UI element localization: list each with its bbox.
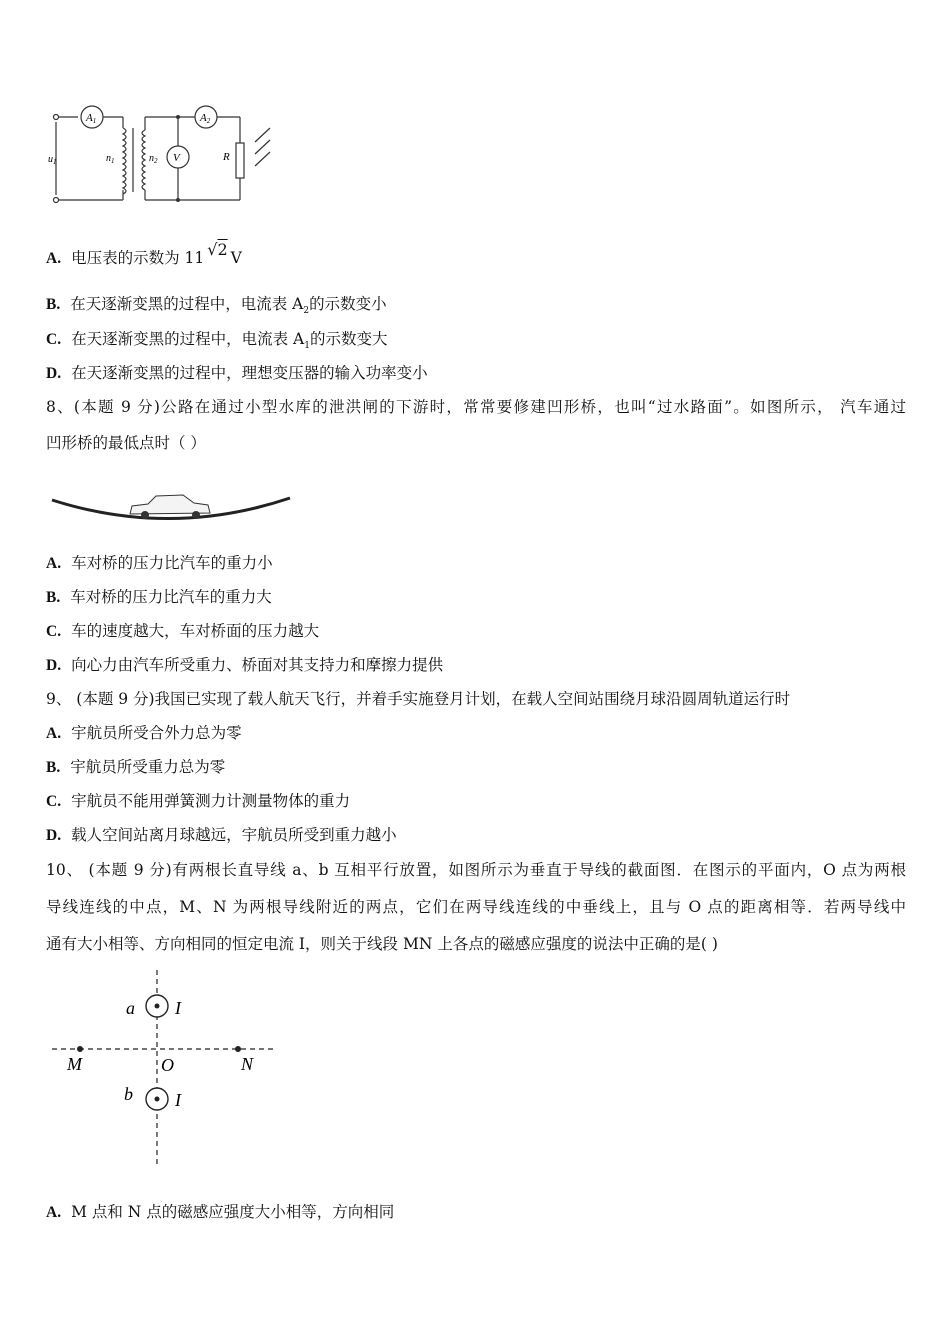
option-text: 车的速度越大，车对桥面的压力越大 bbox=[71, 622, 320, 640]
option-label: D. bbox=[46, 827, 62, 844]
point-n-label: N bbox=[241, 1054, 254, 1074]
ammeter-a2-label: A2 bbox=[200, 112, 211, 125]
option-text: 宇航员不能用弹簧测力计测量物体的重力 bbox=[71, 792, 351, 810]
q10-stem-line2: 导线连线的中点，M、N 为两根导线附近的两点，它们在两导线连线的中垂线上，且与 O 点的距离相等．若两导线中 bbox=[46, 898, 906, 916]
q10-stem-line1: 10、 (本题 9 分)有两根长直导线 a、b 互相平行放置，如图所示为垂直于导线的截面图．在图示的平面内，O 点为两根 bbox=[46, 861, 906, 879]
q9-stem: 9、 (本题 9 分)我国已实现了载人航天飞行，并着手实施登月计划，在载人空间站围绕月球沿圆周轨道运行时 bbox=[46, 690, 791, 708]
option-label: C. bbox=[46, 793, 62, 810]
sqrt-expression: √2 bbox=[207, 240, 228, 259]
option-label: D. bbox=[46, 365, 62, 382]
q7-option-d bbox=[46, 363, 428, 384]
current-b-label: I bbox=[175, 1090, 181, 1110]
q7-option-b bbox=[46, 294, 387, 321]
option-label: D. bbox=[46, 657, 62, 674]
option-label: B. bbox=[46, 589, 61, 606]
n1-label: $n_1$ bbox=[106, 153, 115, 165]
unit: V bbox=[230, 249, 242, 267]
option-label: C. bbox=[46, 331, 62, 348]
wire-a-label: a bbox=[126, 998, 135, 1018]
option-label: C. bbox=[46, 623, 62, 640]
option-label: B. bbox=[46, 759, 61, 776]
q9-option-d bbox=[46, 825, 397, 846]
option-text: 宇航员所受重力总为零 bbox=[70, 758, 226, 776]
option-text: 车对桥的压力比汽车的重力小 bbox=[71, 554, 273, 572]
q10-option-a bbox=[46, 1202, 394, 1223]
wire-b-label: b bbox=[124, 1084, 133, 1104]
u1-label: $u_1$ bbox=[48, 154, 57, 166]
transformer-circuit-figure bbox=[45, 100, 275, 210]
parallel-wires-figure bbox=[40, 960, 290, 1170]
voltmeter-label: V bbox=[173, 152, 180, 164]
concave-bridge-car-figure bbox=[48, 488, 294, 528]
option-text: 电压表的示数为 11 bbox=[71, 249, 205, 267]
q8-option-c bbox=[46, 621, 319, 642]
subscript: 2 bbox=[303, 306, 310, 317]
point-m-label: M bbox=[67, 1054, 82, 1074]
current-a-label: I bbox=[175, 998, 181, 1018]
q7-option-c bbox=[46, 329, 387, 356]
option-label: A. bbox=[46, 1204, 62, 1221]
q9-option-c bbox=[46, 791, 350, 812]
option-text: 在天逐渐变黑的过程中，理想变压器的输入功率变小 bbox=[71, 364, 428, 382]
option-text: 载人空间站离月球越远，宇航员所受到重力越小 bbox=[71, 826, 397, 844]
option-label: A. bbox=[46, 725, 62, 742]
q9-option-b bbox=[46, 757, 225, 778]
q7-option-a bbox=[46, 240, 242, 269]
q10-stem-line3: 通有大小相等、方向相同的恒定电流 I，则关于线段 MN 上各点的磁感应强度的说法中正确的是( ) bbox=[46, 935, 718, 953]
resistor-label: R bbox=[223, 151, 230, 163]
subscript: 1 bbox=[304, 341, 310, 352]
option-text: 的示数变大 bbox=[309, 330, 388, 348]
option-text: 在天逐渐变黑的过程中，电流表 A bbox=[70, 295, 304, 313]
q9-option-a bbox=[46, 723, 242, 744]
option-text: 在天逐渐变黑的过程中，电流表 A bbox=[71, 330, 305, 348]
option-label: A. bbox=[46, 555, 62, 572]
ammeter-a1-label: A1 bbox=[86, 112, 97, 125]
q8-option-d bbox=[46, 655, 443, 676]
option-text: M 点和 N 点的磁感应强度大小相等，方向相同 bbox=[71, 1203, 395, 1221]
q8-stem-line2: 凹形桥的最低点时（ ） bbox=[46, 434, 206, 452]
point-o-label: O bbox=[161, 1055, 174, 1075]
option-label: B. bbox=[46, 296, 61, 313]
option-text: 车对桥的压力比汽车的重力大 bbox=[70, 588, 272, 606]
option-label: A. bbox=[46, 250, 62, 267]
option-text: 宇航员所受合外力总为零 bbox=[71, 724, 242, 742]
q8-option-b bbox=[46, 587, 272, 608]
n2-label: $n_2$ bbox=[149, 153, 158, 165]
q8-option-a bbox=[46, 553, 273, 574]
option-text: 向心力由汽车所受重力、桥面对其支持力和摩擦力提供 bbox=[71, 656, 444, 674]
option-text: 的示数变小 bbox=[309, 295, 387, 313]
q8-stem-line1: 8、(本题 9 分)公路在通过小型水库的泄洪闸的下游时，常常要修建凹形桥，也叫“过水路面”。如图所示， 汽车通过 bbox=[46, 398, 906, 416]
